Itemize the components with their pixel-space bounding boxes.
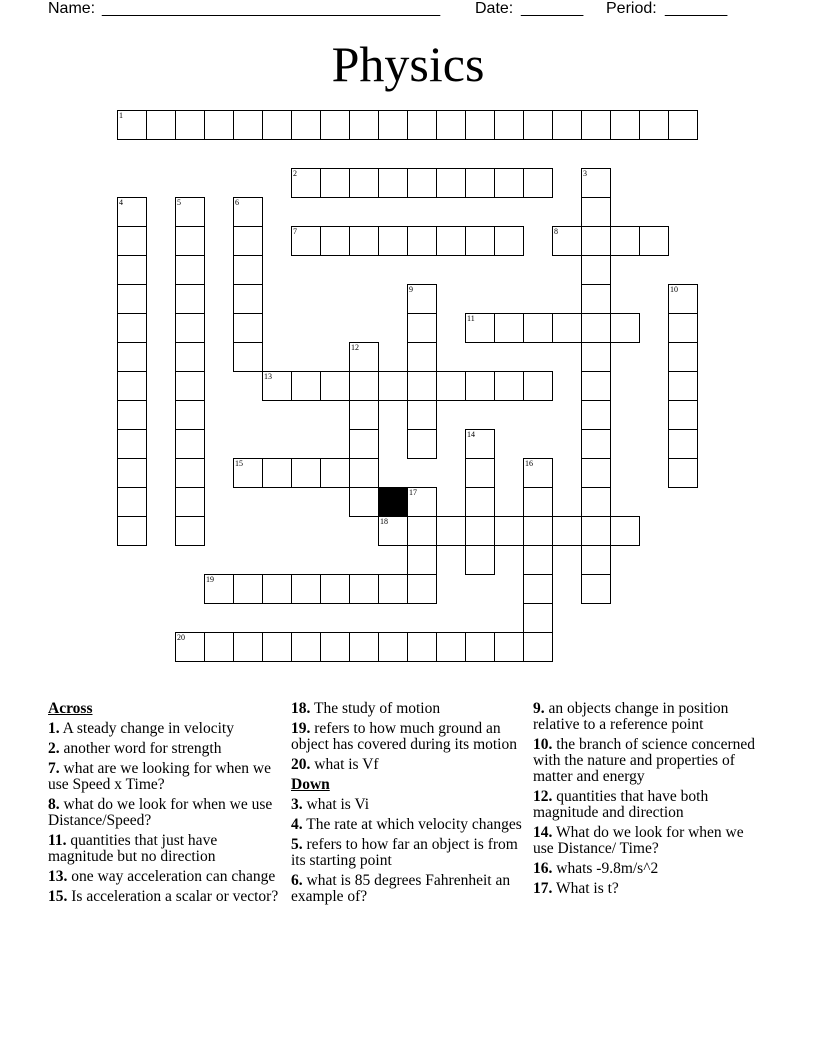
clue-item <box>48 797 280 829</box>
clue-item-number: 18. <box>291 700 311 717</box>
grid-cell[interactable] <box>117 284 147 314</box>
clue-item-text: refers to how much ground an object has covered during its motion <box>291 720 517 753</box>
grid-cell[interactable] <box>117 487 147 517</box>
clue-item-text: another word for strength <box>59 740 222 757</box>
clue-item <box>48 721 280 737</box>
grid-cell[interactable] <box>146 110 176 140</box>
grid-cell[interactable] <box>175 313 205 343</box>
grid-cell[interactable] <box>407 487 437 517</box>
down-heading: Down <box>291 776 330 793</box>
grid-cell[interactable] <box>175 226 205 256</box>
grid-cell[interactable] <box>233 284 263 314</box>
clue-number: 19 <box>206 575 214 584</box>
clue-number: 6 <box>235 198 239 207</box>
clue-item <box>48 889 280 905</box>
grid-cell[interactable] <box>465 110 495 140</box>
grid-cell[interactable] <box>320 458 350 488</box>
clue-item-text: A steady change in velocity <box>59 720 234 737</box>
grid-cell[interactable] <box>233 110 263 140</box>
name-label: Name: <box>48 0 96 17</box>
grid-cell[interactable] <box>378 632 408 662</box>
grid-cell[interactable] <box>320 574 350 604</box>
clue-item-text: what is Vi <box>302 796 370 813</box>
grid-cell[interactable] <box>233 255 263 285</box>
clue-item <box>48 869 280 885</box>
grid-cell[interactable] <box>117 342 147 372</box>
grid-cell[interactable] <box>117 197 147 227</box>
blocked-cell <box>378 487 408 517</box>
grid-cell[interactable] <box>117 110 147 140</box>
grid-cell[interactable] <box>523 574 553 604</box>
clue-number: 18 <box>380 517 388 526</box>
clue-number: 13 <box>264 372 272 381</box>
grid-cell[interactable] <box>552 226 582 256</box>
grid-cell[interactable] <box>204 110 234 140</box>
grid-cell[interactable] <box>668 400 698 430</box>
grid-cell[interactable] <box>233 313 263 343</box>
grid-cell[interactable] <box>349 110 379 140</box>
clue-item-number: 6. <box>291 872 303 889</box>
grid-cell[interactable] <box>291 371 321 401</box>
clue-item <box>291 837 523 869</box>
grid-cell[interactable] <box>291 226 321 256</box>
clue-item-text: what is 85 degrees Fahrenheit an example of? <box>291 872 511 905</box>
clue-item-text: refers to how far an object is from its starting point <box>291 836 518 869</box>
grid-cell[interactable] <box>436 516 466 546</box>
grid-cell[interactable] <box>581 197 611 227</box>
grid-cell[interactable] <box>407 226 437 256</box>
grid-cell[interactable] <box>233 226 263 256</box>
clue-item-text: What is t? <box>552 880 619 897</box>
grid-cell[interactable] <box>378 371 408 401</box>
grid-cell[interactable] <box>233 458 263 488</box>
grid-cell[interactable] <box>407 516 437 546</box>
date-blank[interactable]: _______ <box>521 0 584 17</box>
grid-cell[interactable] <box>175 284 205 314</box>
grid-cell[interactable] <box>349 632 379 662</box>
grid-cell[interactable] <box>117 458 147 488</box>
clue-number: 11 <box>467 314 475 323</box>
grid-cell[interactable] <box>175 400 205 430</box>
grid-cell[interactable] <box>581 226 611 256</box>
grid-cell[interactable] <box>610 313 640 343</box>
grid-cell[interactable] <box>349 168 379 198</box>
grid-cell[interactable] <box>407 574 437 604</box>
grid-cell[interactable] <box>291 168 321 198</box>
clue-item <box>291 701 523 717</box>
grid-cell[interactable] <box>581 371 611 401</box>
clue-number: 1 <box>119 111 123 120</box>
grid-cell[interactable] <box>465 516 495 546</box>
grid-cell[interactable] <box>349 226 379 256</box>
grid-cell[interactable] <box>320 110 350 140</box>
clue-item <box>533 737 765 785</box>
clue-item <box>291 797 523 813</box>
clue-item <box>533 861 765 877</box>
grid-cell[interactable] <box>523 603 553 633</box>
grid-cell[interactable] <box>523 313 553 343</box>
clue-item-number: 3. <box>291 796 303 813</box>
grid-cell[interactable] <box>668 458 698 488</box>
grid-cell[interactable] <box>407 545 437 575</box>
clue-item-number: 12. <box>533 788 553 805</box>
grid-cell[interactable] <box>465 545 495 575</box>
grid-cell[interactable] <box>494 168 524 198</box>
grid-cell[interactable] <box>175 458 205 488</box>
grid-cell[interactable] <box>436 632 466 662</box>
grid-cell[interactable] <box>581 458 611 488</box>
grid-cell[interactable] <box>581 574 611 604</box>
grid-cell[interactable] <box>175 342 205 372</box>
clue-item-number: 14. <box>533 824 553 841</box>
clue-column-1 <box>48 701 280 909</box>
clue-item <box>291 721 523 753</box>
date-label: Date: <box>475 0 514 17</box>
period-label: Period: <box>606 0 657 17</box>
clue-column-2 <box>291 701 523 909</box>
clue-item-text: what are we looking for when we use Speed x Time? <box>48 760 271 793</box>
grid-cell[interactable] <box>465 632 495 662</box>
grid-cell[interactable] <box>407 632 437 662</box>
grid-cell[interactable] <box>407 284 437 314</box>
grid-cell[interactable] <box>407 342 437 372</box>
clue-item <box>48 741 280 757</box>
grid-cell[interactable] <box>291 458 321 488</box>
grid-cell[interactable] <box>523 545 553 575</box>
grid-cell[interactable] <box>175 110 205 140</box>
grid-cell[interactable] <box>320 226 350 256</box>
grid-cell[interactable] <box>668 284 698 314</box>
clue-item-number: 13. <box>48 868 68 885</box>
clue-item-text: what do we look for when we use Distance/Speed? <box>48 796 273 829</box>
grid-cell[interactable] <box>175 255 205 285</box>
grid-cell[interactable] <box>233 574 263 604</box>
grid-cell[interactable] <box>465 226 495 256</box>
clue-item-text: quantities that have both magnitude and direction <box>533 788 709 821</box>
grid-cell[interactable] <box>523 110 553 140</box>
grid-cell[interactable] <box>581 168 611 198</box>
grid-cell[interactable] <box>349 400 379 430</box>
grid-cell[interactable] <box>668 342 698 372</box>
clue-item <box>533 825 765 857</box>
grid-cell[interactable] <box>175 487 205 517</box>
clue-item <box>533 789 765 821</box>
grid-cell[interactable] <box>320 371 350 401</box>
clue-item <box>291 817 523 833</box>
grid-cell[interactable] <box>494 632 524 662</box>
grid-cell[interactable] <box>117 226 147 256</box>
grid-cell[interactable] <box>581 516 611 546</box>
clue-item-text: The study of motion <box>310 700 441 717</box>
clue-item-number: 4. <box>291 816 303 833</box>
grid-cell[interactable] <box>523 487 553 517</box>
grid-cell[interactable] <box>581 429 611 459</box>
grid-cell[interactable] <box>552 110 582 140</box>
grid-cell[interactable] <box>233 342 263 372</box>
grid-cell[interactable] <box>233 632 263 662</box>
grid-cell[interactable] <box>117 371 147 401</box>
grid-cell[interactable] <box>291 110 321 140</box>
clue-number: 9 <box>409 285 413 294</box>
grid-cell[interactable] <box>581 342 611 372</box>
clue-number: 5 <box>177 198 181 207</box>
clue-item-number: 9. <box>533 700 545 717</box>
clue-number: 17 <box>409 488 417 497</box>
grid-cell[interactable] <box>378 516 408 546</box>
grid-cell[interactable] <box>523 516 553 546</box>
grid-cell[interactable] <box>233 197 263 227</box>
clue-number: 14 <box>467 430 475 439</box>
grid-cell[interactable] <box>262 458 292 488</box>
grid-cell[interactable] <box>117 255 147 285</box>
grid-cell[interactable] <box>465 458 495 488</box>
grid-cell[interactable] <box>407 371 437 401</box>
grid-cell[interactable] <box>668 110 698 140</box>
clue-item-text: what is Vf <box>310 756 379 773</box>
grid-cell[interactable] <box>668 429 698 459</box>
clue-item-text: the branch of science concerned with the nature and properties of matter and energy <box>533 736 756 785</box>
clue-item <box>291 873 523 905</box>
grid-cell[interactable] <box>494 313 524 343</box>
clue-number: 16 <box>525 459 533 468</box>
clue-item-number: 19. <box>291 720 311 737</box>
clue-item <box>48 761 280 793</box>
clue-item-number: 5. <box>291 836 303 853</box>
grid-cell[interactable] <box>117 313 147 343</box>
across-heading: Across <box>48 700 93 717</box>
grid-cell[interactable] <box>523 371 553 401</box>
clue-item-number: 8. <box>48 796 60 813</box>
grid-cell[interactable] <box>581 487 611 517</box>
grid-cell[interactable] <box>465 371 495 401</box>
grid-cell[interactable] <box>581 400 611 430</box>
grid-cell[interactable] <box>639 110 669 140</box>
clue-number: 20 <box>177 633 185 642</box>
clue-item-number: 20. <box>291 756 311 773</box>
grid-cell[interactable] <box>117 400 147 430</box>
grid-cell[interactable] <box>465 168 495 198</box>
clue-item-text: Is acceleration a scalar or vector? <box>67 888 279 905</box>
clue-number: 12 <box>351 343 359 352</box>
grid-cell[interactable] <box>175 429 205 459</box>
grid-cell[interactable] <box>175 516 205 546</box>
grid-cell[interactable] <box>204 574 234 604</box>
clue-item-text: The rate at which velocity changes <box>302 816 522 833</box>
clue-item-number: 17. <box>533 880 553 897</box>
clue-number: 7 <box>293 227 297 236</box>
grid-cell[interactable] <box>552 313 582 343</box>
clue-item-text: quantities that just have magnitude but no direction <box>48 832 218 865</box>
grid-cell[interactable] <box>117 429 147 459</box>
grid-cell[interactable] <box>436 110 466 140</box>
grid-cell[interactable] <box>378 110 408 140</box>
grid-cell[interactable] <box>262 574 292 604</box>
grid-cell[interactable] <box>291 632 321 662</box>
clue-item-number: 11. <box>48 832 67 849</box>
grid-cell[interactable] <box>378 226 408 256</box>
grid-cell[interactable] <box>262 632 292 662</box>
clue-item <box>291 757 523 773</box>
grid-cell[interactable] <box>175 197 205 227</box>
grid-cell[interactable] <box>639 226 669 256</box>
grid-cell[interactable] <box>436 226 466 256</box>
grid-cell[interactable] <box>494 371 524 401</box>
clue-item-number: 15. <box>48 888 68 905</box>
grid-cell[interactable] <box>262 110 292 140</box>
clue-item-number: 10. <box>533 736 553 753</box>
clue-item-number: 1. <box>48 720 60 737</box>
clue-item-text: one way acceleration can change <box>67 868 276 885</box>
grid-cell[interactable] <box>581 255 611 285</box>
grid-cell[interactable] <box>407 429 437 459</box>
clue-number: 3 <box>583 169 587 178</box>
grid-cell[interactable] <box>581 284 611 314</box>
clue-column-3 <box>533 701 765 901</box>
grid-cell[interactable] <box>117 516 147 546</box>
clue-number: 15 <box>235 459 243 468</box>
grid-cell[interactable] <box>378 168 408 198</box>
grid-cell[interactable] <box>262 371 292 401</box>
grid-cell[interactable] <box>291 574 321 604</box>
clue-item-text: whats -9.8m/s^2 <box>552 860 659 877</box>
grid-cell[interactable] <box>465 487 495 517</box>
grid-cell[interactable] <box>407 168 437 198</box>
grid-cell[interactable] <box>581 545 611 575</box>
clue-number: 8 <box>554 227 558 236</box>
clue-number: 4 <box>119 198 123 207</box>
grid-cell[interactable] <box>581 110 611 140</box>
grid-cell[interactable] <box>436 168 466 198</box>
grid-cell[interactable] <box>175 371 205 401</box>
grid-cell[interactable] <box>320 632 350 662</box>
grid-cell[interactable] <box>610 110 640 140</box>
grid-cell[interactable] <box>494 226 524 256</box>
grid-cell[interactable] <box>204 632 234 662</box>
clue-item-number: 7. <box>48 760 60 777</box>
grid-cell[interactable] <box>465 429 495 459</box>
grid-cell[interactable] <box>523 632 553 662</box>
grid-cell[interactable] <box>349 371 379 401</box>
clue-item <box>533 701 765 733</box>
page-title: Physics <box>331 36 485 92</box>
grid-cell[interactable] <box>668 371 698 401</box>
clue-number: 10 <box>670 285 678 294</box>
clue-item <box>533 881 765 897</box>
clue-item-text: What do we look for when we use Distance/ Time? <box>533 824 744 857</box>
name-blank[interactable]: ______________________________________ <box>102 0 441 17</box>
clue-item-number: 2. <box>48 740 60 757</box>
grid-cell[interactable] <box>610 516 640 546</box>
grid-cell[interactable] <box>523 168 553 198</box>
grid-cell[interactable] <box>407 400 437 430</box>
grid-cell[interactable] <box>465 313 495 343</box>
grid-cell[interactable] <box>349 574 379 604</box>
grid-cell[interactable] <box>407 313 437 343</box>
clue-number: 2 <box>293 169 297 178</box>
grid-cell[interactable] <box>349 342 379 372</box>
grid-cell[interactable] <box>349 429 379 459</box>
grid-cell[interactable] <box>668 313 698 343</box>
grid-cell[interactable] <box>349 458 379 488</box>
grid-cell[interactable] <box>349 487 379 517</box>
clue-item <box>48 833 280 865</box>
grid-cell[interactable] <box>378 574 408 604</box>
grid-cell[interactable] <box>320 168 350 198</box>
clue-item-number: 16. <box>533 860 553 877</box>
period-blank[interactable]: _______ <box>665 0 728 17</box>
grid-cell[interactable] <box>175 632 205 662</box>
grid-cell[interactable] <box>494 516 524 546</box>
grid-cell[interactable] <box>436 371 466 401</box>
grid-cell[interactable] <box>494 110 524 140</box>
grid-cell[interactable] <box>523 458 553 488</box>
clue-item-text: an objects change in position relative to a reference point <box>533 700 729 733</box>
grid-cell[interactable] <box>610 226 640 256</box>
grid-cell[interactable] <box>581 313 611 343</box>
grid-cell[interactable] <box>552 516 582 546</box>
grid-cell[interactable] <box>407 110 437 140</box>
